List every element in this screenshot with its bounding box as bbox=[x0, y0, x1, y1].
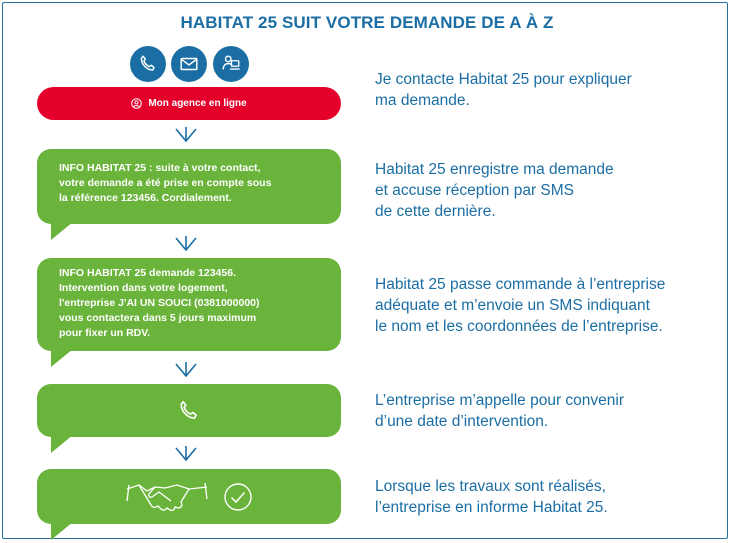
handshake-icon bbox=[125, 479, 209, 515]
step-2-description: Habitat 25 enregistre ma demande et accuse réception par SMS de cette dernière. bbox=[375, 161, 614, 220]
sms-bubble-order bbox=[37, 258, 341, 351]
chevron-down-icon bbox=[174, 446, 198, 464]
agency-online-button[interactable] bbox=[37, 87, 341, 120]
page-title: HABITAT 25 SUIT VOTRE DEMANDE DE A À Z bbox=[180, 13, 554, 32]
step-4-description: L’entreprise m’appelle pour convenir d’une date d’intervention. bbox=[375, 392, 625, 430]
bubble-tail bbox=[51, 349, 73, 367]
step-1-description: Je contacte Habitat 25 pour expliquer ma demande. bbox=[375, 71, 632, 109]
user-icon bbox=[131, 98, 142, 109]
phone-icon bbox=[176, 398, 202, 424]
bubble-tail bbox=[51, 222, 73, 240]
call-bubble bbox=[37, 384, 341, 437]
sms-bubble-confirmation bbox=[37, 149, 341, 224]
step-5-description: Lorsque les travaux sont réalisés, l’entreprise en informe Habitat 25. bbox=[375, 478, 608, 516]
bubble-tail bbox=[51, 435, 73, 453]
chevron-down-icon bbox=[174, 236, 198, 254]
completion-bubble bbox=[37, 469, 341, 524]
bubble-tail bbox=[51, 522, 73, 540]
phone-icon bbox=[130, 46, 166, 82]
chevron-down-icon bbox=[174, 127, 198, 145]
agent-computer-icon bbox=[213, 46, 249, 82]
step-3-description: Habitat 25 passe commande à l’entreprise adéquate et m’envoie un SMS indiquant le nom et les coordonnées de l’entreprise. bbox=[375, 276, 666, 335]
agency-button-label: Mon agence en ligne bbox=[148, 98, 247, 109]
check-circle-icon bbox=[223, 482, 253, 512]
chevron-down-icon bbox=[174, 362, 198, 380]
sms-text: INFO HABITAT 25 : suite à votre contact, votre demande a été prise en compte sous la référence 123456. Cordialement. bbox=[59, 162, 272, 204]
sms-text: INFO HABITAT 25 demande 123456. Intervention dans votre logement, l'entreprise J'AI UN SOUCI (0381000000) vous contactera dans 5 jours maximum pour fixer un RDV. bbox=[59, 267, 260, 339]
mail-icon bbox=[171, 46, 207, 82]
